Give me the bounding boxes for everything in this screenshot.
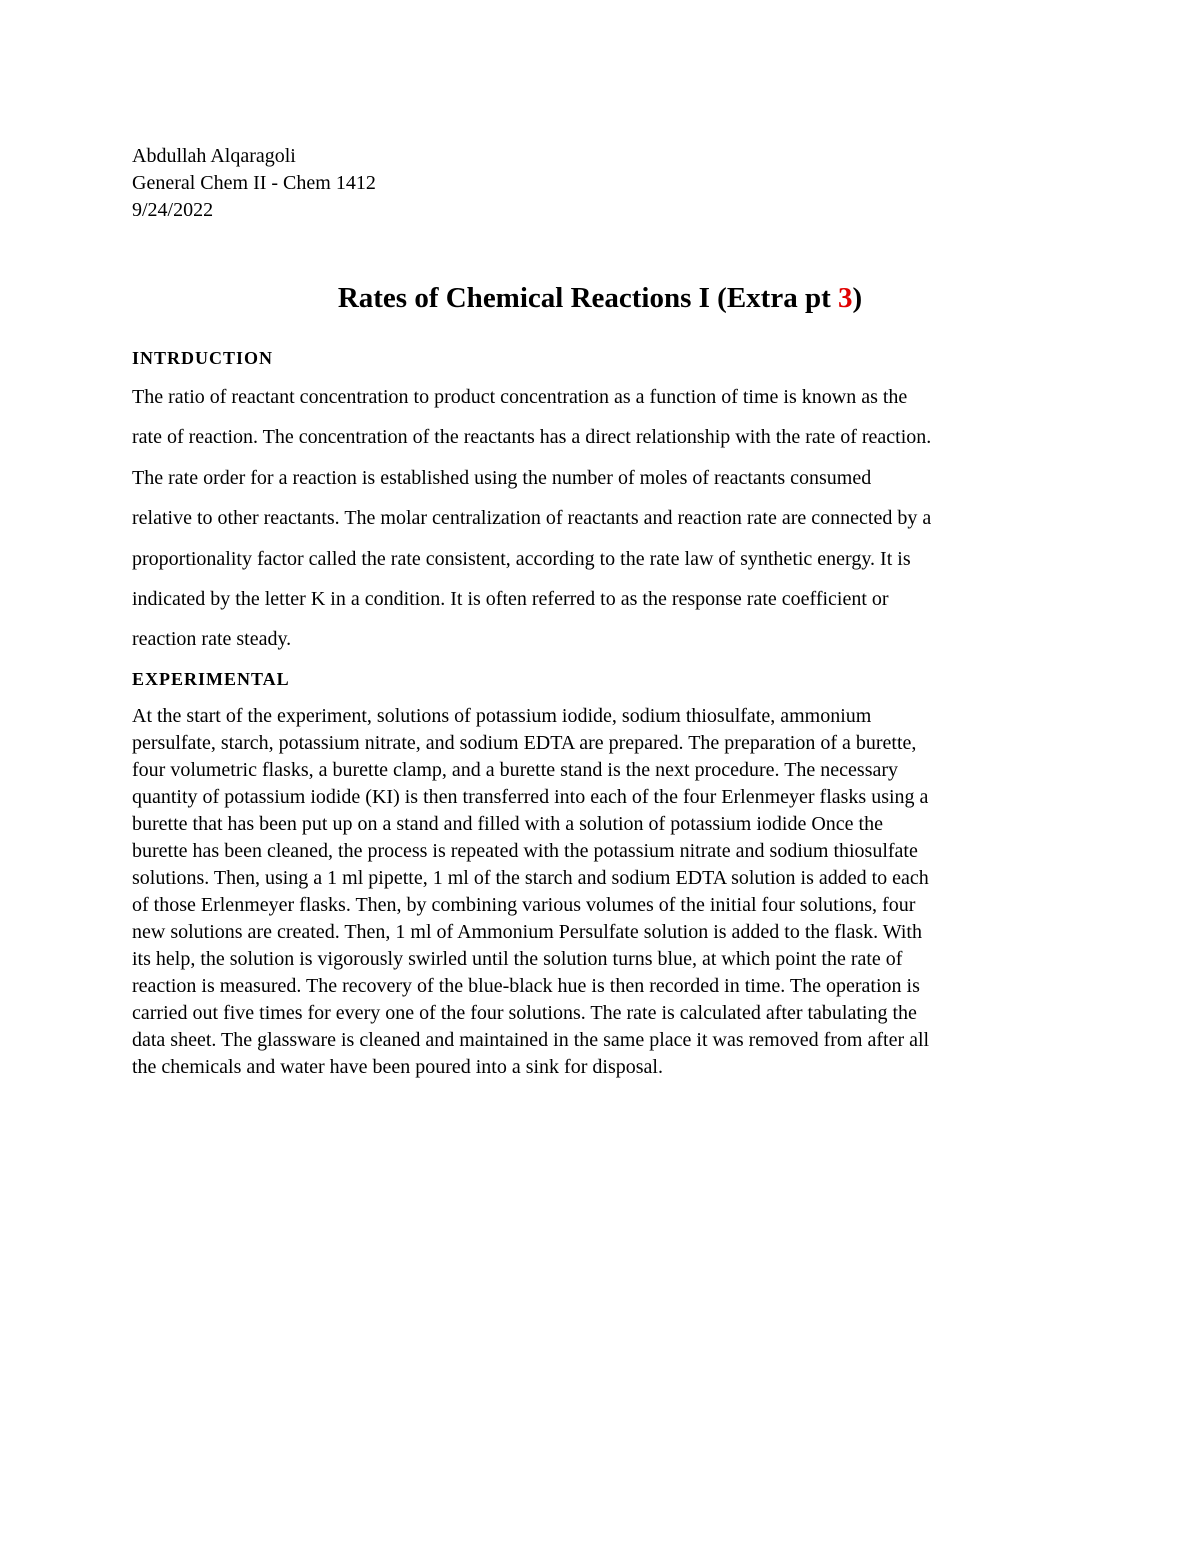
paragraph-line: of those Erlenmeyer flasks. Then, by combining various volumes of the initial four solutions, four: [132, 894, 916, 916]
paragraph-line: The rate order for a reaction is established using the number of moles of reactants consumed: [132, 466, 872, 489]
paragraph-line: reaction is measured. The recovery of the blue-black hue is then recorded in time. The operation is: [132, 975, 920, 997]
paragraph-line: data sheet. The glassware is cleaned and maintained in the same place it was removed from after all: [132, 1029, 930, 1051]
experimental-heading: EXPERIMENTAL: [132, 669, 290, 689]
introduction-heading: INTRDUCTION: [132, 348, 274, 368]
paragraph-line: reaction rate steady.: [132, 628, 292, 651]
paragraph-line: quantity of potassium iodide (KI) is then transferred into each of the four Erlenmeyer flasks using a: [132, 786, 929, 808]
paragraph-line: burette that has been put up on a stand and filled with a solution of potassium iodide Once the: [132, 813, 883, 835]
paragraph-line: solutions. Then, using a 1 ml pipette, 1 ml of the starch and sodium EDTA solution is added to each: [132, 867, 929, 889]
paragraph-line: burette has been cleaned, the process is repeated with the potassium nitrate and sodium thiosulfate: [132, 840, 918, 862]
paragraph-line: four volumetric flasks, a burette clamp, and a burette stand is the next procedure. The necessary: [132, 759, 899, 781]
paragraph-line: carried out five times for every one of the four solutions. The rate is calculated after tabulating the: [132, 1002, 917, 1024]
document-title: [0, 280, 1200, 316]
paragraph-line: new solutions are created. Then, 1 ml of Ammonium Persulfate solution is added to the flask. With: [132, 921, 922, 943]
paragraph-line: indicated by the letter K in a condition. It is often referred to as the response rate coefficient or: [132, 587, 889, 610]
paragraph-line: the chemicals and water have been poured into a sink for disposal.: [132, 1056, 663, 1078]
document-date: 9/24/2022: [132, 199, 214, 221]
paragraph-line: persulfate, starch, potassium nitrate, and sodium EDTA are prepared. The preparation of a burette,: [132, 732, 917, 754]
title-text: Rates of Chemical Reactions I (Extra pt: [337, 282, 838, 314]
paragraph-line: proportionality factor called the rate consistent, according to the rate law of synthetic energy. It is: [132, 547, 911, 570]
title-accent-number: 3: [838, 282, 853, 314]
experimental-paragraph: [132, 703, 1082, 1081]
paragraph-line: The ratio of reactant concentration to product concentration as a function of time is known as the: [132, 386, 908, 408]
paragraph-line: rate of reaction. The concentration of the reactants has a direct relationship with the rate of reaction.: [132, 426, 932, 449]
paragraph-line: At the start of the experiment, solutions of potassium iodide, sodium thiosulfate, ammonium: [132, 705, 872, 727]
introduction-paragraph: [132, 381, 1082, 664]
title-suffix: ): [852, 282, 863, 314]
author-header: [132, 143, 376, 224]
paragraph-line: its help, the solution is vigorously swirled until the solution turns blue, at which point the rate of: [132, 948, 903, 970]
author-name: Abdullah Alqaragoli: [132, 145, 296, 167]
paragraph-line: relative to other reactants. The molar centralization of reactants and reaction rate are connected by a: [132, 507, 932, 530]
course-name: General Chem II - Chem 1412: [132, 172, 376, 194]
